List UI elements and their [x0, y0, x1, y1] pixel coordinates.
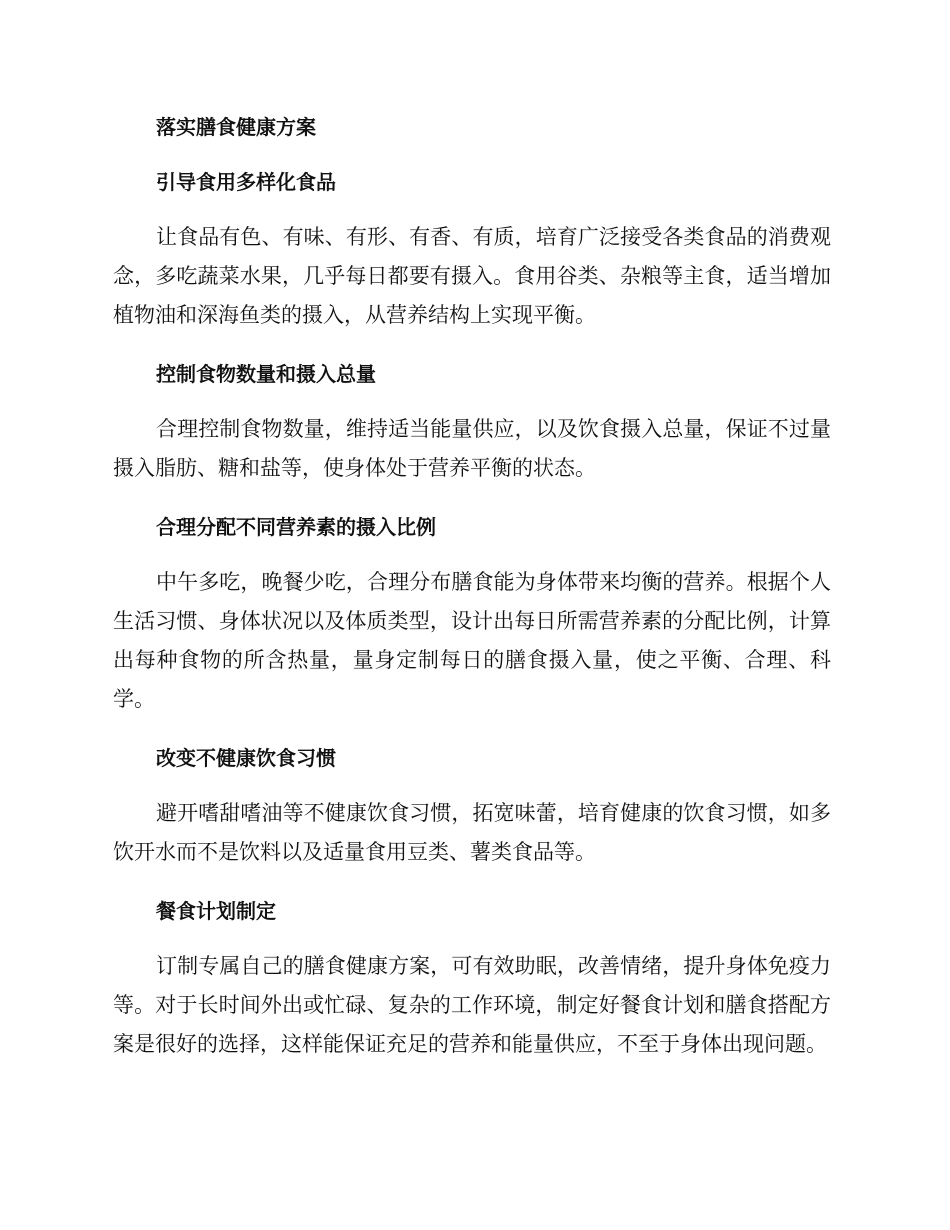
section-paragraph: 合理控制食物数量，维持适当能量供应，以及饮食摄入总量，保证不过量摄入脂肪、糖和盐等，使身体处于营养平衡的状态。 [113, 417, 831, 480]
document-title: 落实膳食健康方案 [156, 115, 316, 139]
section-heading: 引导食用多样化食品 [156, 170, 336, 194]
section-heading: 餐食计划制定 [156, 899, 276, 923]
section-meal-plan [113, 892, 831, 1064]
section-diversified-food [113, 163, 831, 335]
document-body [113, 108, 831, 1064]
section-heading: 改变不健康饮食习惯 [156, 746, 336, 770]
section-heading: 控制食物数量和摄入总量 [156, 362, 376, 386]
section-heading: 合理分配不同营养素的摄入比例 [156, 515, 436, 539]
section-paragraph: 让食品有色、有味、有形、有香、有质，培育广泛接受各类食品的消费观念，多吃蔬菜水果，几乎每日都要有摄入。食用谷类、杂粮等主食，适当增加植物油和深海鱼类的摄入，从营养结构上实现平衡。 [113, 225, 831, 327]
section-change-habits [113, 739, 831, 872]
section-control-quantity [113, 355, 831, 488]
section-paragraph: 避开嗜甜嗜油等不健康饮食习惯，拓宽味蕾，培育健康的饮食习惯，如多饮开水而不是饮料以及适量食用豆类、薯类食品等。 [113, 801, 831, 864]
section-paragraph: 中午多吃，晚餐少吃，合理分布膳食能为身体带来均衡的营养。根据个人生活习惯、身体状况以及体质类型，设计出每日所需营养素的分配比例，计算出每种食物的所含热量，量身定制每日的膳食摄入量，使之平衡、合理、科学。 [113, 570, 831, 711]
section-nutrient-ratio [113, 508, 831, 719]
section-paragraph: 订制专属自己的膳食健康方案，可有效助眠，改善情绪，提升身体免疫力等。对于长时间外出或忙碌、复杂的工作环境，制定好餐食计划和膳食搭配方案是很好的选择，这样能保证充足的营养和能量供应，不至于身体出现问题。 [113, 954, 831, 1056]
